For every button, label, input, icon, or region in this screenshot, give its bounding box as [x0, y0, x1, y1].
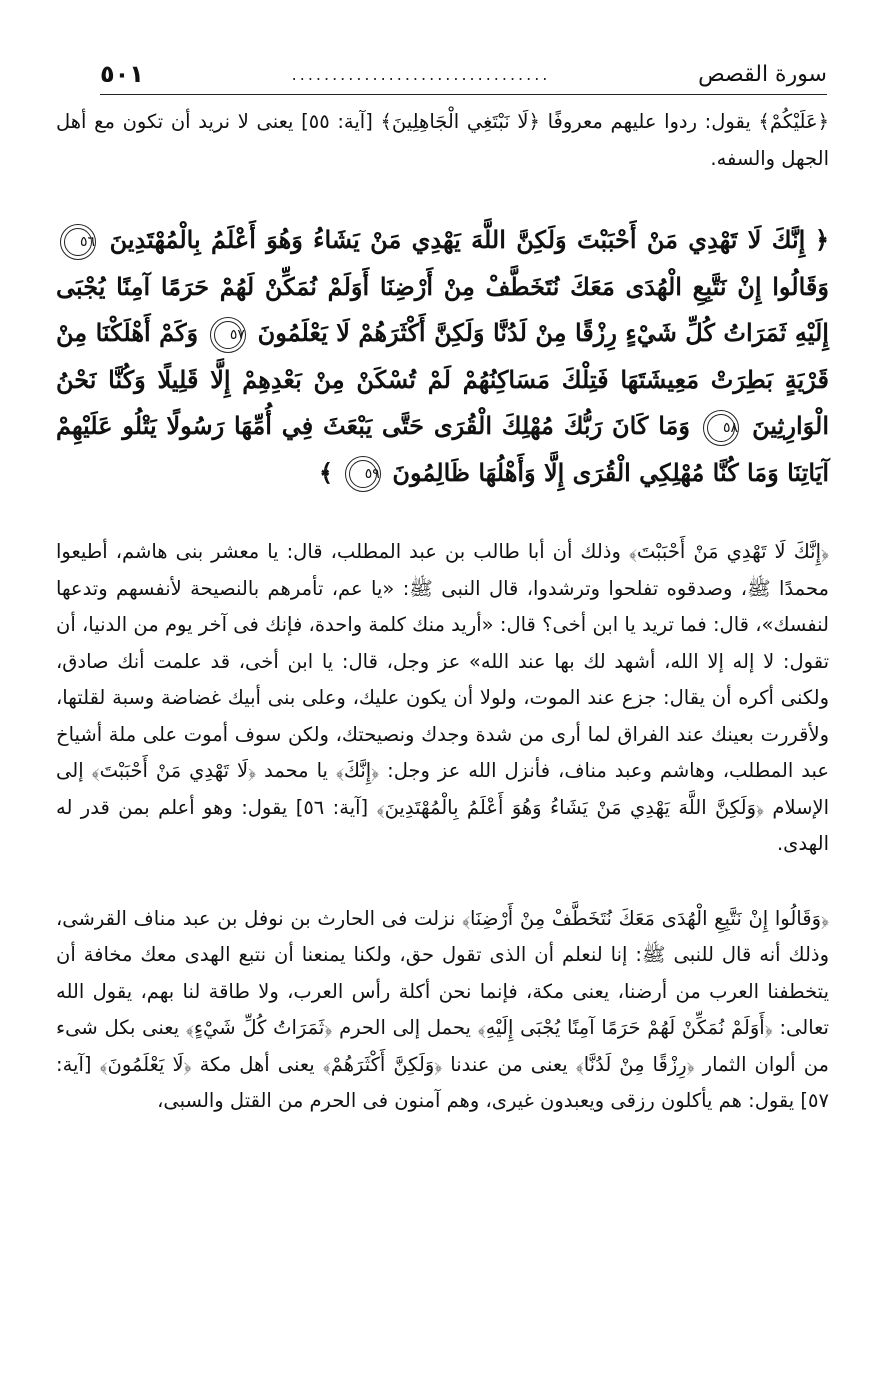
commentary-paragraph-1: ﴿إِنَّكَ لَا تَهْدِي مَنْ أَحْبَبْتَ﴾ وذلك أن أبا طالب بن عبد المطلب، قال: يا معشر بنى هاشم، أطيعوا محمدًا ﷺ، وصدقوه تفلحوا وترشدوا، قال النبى ﷺ: «يا عم، تأمرهم بالنصيحة لأنفسهم وتدعها لنفسك»، قال: فما تريد يا ابن أخى؟ قال: «أريد منك كلمة واحدة، فإنك فى آخر يوم من الدنيا، أن تقول: لا إله إلا الله، أشهد لك بها عند الله» عز وجل، قال: يا ابن أخى، قد علمت أنك صادق، ولكنى أكره أن يقال: جزع عند الموت، ولولا أن يكون عليك، وعلى بنى أبيك غضاضة وسبة لقلتها، ولأقررت بعينك عند الفراق لما أرى من شدة وجدك ونصيحتك، ولكن سوف أموت على ملة أشياخ عبد المطلب، وهاشم وعبد مناف، فأنزل الله عز وجل: ﴿إِنَّكَ﴾ يا محمد ﴿لَا تَهْدِي مَنْ أَحْبَبْتَ﴾ إلى الإسلام ﴿وَلَكِنَّ اللَّهَ يَهْدِي مَنْ يَشَاءُ وَهُوَ أَعْلَمُ بِالْمُهْتَدِينَ﴾ [آية: ٥٦] يقول: وهو أعلم بمن قدر له الهدى.: [56, 540, 829, 855]
page-header: [100, 54, 827, 95]
verse-56-text: إِنَّكَ لَا تَهْدِي مَنْ أَحْبَبْتَ وَلَكِنَّ اللَّهَ يَهْدِي مَنْ يَشَاءُ وَهُوَ أَعْلَمُ بِالْمُهْتَدِينَ: [109, 225, 806, 254]
page-content: [56, 104, 829, 1120]
verse-57-marker: ٥٧: [210, 317, 246, 353]
page-number: ٥٠١: [100, 60, 144, 88]
verse-59-marker: ٥٩: [345, 456, 381, 492]
header-leader-dots: ................................: [291, 64, 551, 84]
verse-57-text: وَقَالُوا إِنْ نَتَّبِعِ الْهُدَى مَعَكَ نُتَخَطَّفْ مِنْ أَرْضِنَا أَوَلَمْ نُمَكِّنْ لَهُمْ حَرَمًا آمِنًا يُجْبَى إِلَيْهِ ثَمَرَاتُ كُلِّ شَيْءٍ رِزْقًا مِنْ لَدُنَّا وَلَكِنَّ أَكْثَرَهُمْ لَا يَعْلَمُونَ: [56, 271, 829, 347]
surah-title: سورة القصص: [698, 61, 827, 87]
verse-58-text: وَكَمْ أَهْلَكْنَا مِنْ قَرْيَةٍ بَطِرَتْ مَعِيشَتَهَا فَتِلْكَ مَسَاكِنُهُمْ لَمْ تُسْكَنْ مِنْ بَعْدِهِمْ إِلَّا قَلِيلًا وَكُنَّا نَحْنُ الْوَارِثِينَ: [56, 318, 829, 440]
intro-paragraph: ﴿عَلَيْكُمْ﴾ يقول: ردوا عليهم معروفًا ﴿لَا نَبْتَغِي الْجَاهِلِينَ﴾ [آية: ٥٥] يعنى لا نريد أن تكون مع أهل الجهل والسفه.: [56, 110, 830, 170]
verse-56-marker: ٥٦: [60, 224, 96, 260]
quran-close-bracket: ﴾: [319, 457, 334, 487]
commentary-paragraph-2: ﴿وَقَالُوا إِنْ نَتَّبِعِ الْهُدَى مَعَكَ نُتَخَطَّفْ مِنْ أَرْضِنَا﴾ نزلت فى الحارث بن نوفل بن عبد مناف القرشى، وذلك أنه قال للنبى ﷺ: إنا لنعلم أن الذى تقول حق، ولكنا يمنعنا أن نتبع الهدى معك مخافة أن يتخطفنا العرب من أرضنا، يعنى مكة، فإنما نحن أكلة رأس العرب، ولا طاقة لنا بهم، يقول الله تعالى: ﴿أَوَلَمْ نُمَكِّنْ لَهُمْ حَرَمًا آمِنًا يُجْبَى إِلَيْهِ﴾ يحمل إلى الحرم ﴿ثَمَرَاتُ كُلِّ شَيْءٍ﴾ يعنى بكل شىء من ألوان الثمار ﴿رِزْقًا مِنْ لَدُنَّا﴾ يعنى من عندنا ﴿وَلَكِنَّ أَكْثَرَهُمْ﴾ يعنى أهل مكة ﴿لَا يَعْلَمُونَ﴾ [آية: ٥٧] يقول: هم يأكلون رزقى ويعبدون غيرى، وهم آمنون فى الحرم من القتل والسبى،: [56, 906, 829, 1112]
verse-58-marker: ٥٨: [703, 410, 739, 446]
quran-open-bracket: ﴿: [814, 225, 829, 254]
quran-verses-block: [56, 217, 829, 496]
verse-59-text: وَمَا كَانَ رَبُّكَ مُهْلِكَ الْقُرَى حَتَّى يَبْعَثَ فِي أُمِّهَا رَسُولًا يَتْلُو عَلَيْهِمْ آيَاتِنَا وَمَا كُنَّا مُهْلِكِي الْقُرَى إِلَّا وَأَهْلُهَا ظَالِمُونَ: [56, 411, 829, 487]
